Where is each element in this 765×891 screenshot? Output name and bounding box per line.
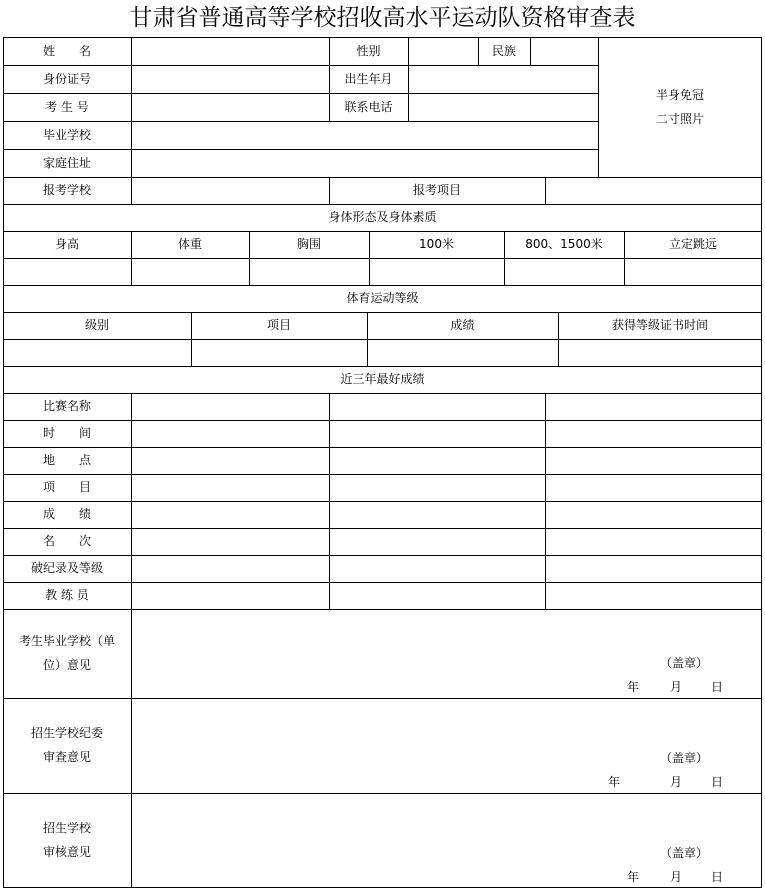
birth-date-field[interactable]	[409, 66, 597, 93]
header-height: 身高	[54, 237, 79, 251]
result-cell[interactable]	[330, 475, 545, 501]
apply-item-field[interactable]	[546, 178, 761, 204]
result-cell[interactable]	[546, 475, 761, 501]
label-id-number: 身份证号	[42, 72, 91, 86]
gender-field[interactable]	[409, 38, 477, 65]
photo-caption-line1: 半身免冠	[655, 88, 704, 102]
header-chest: 胸围	[296, 237, 321, 251]
label-competition-name: 比赛名称	[42, 399, 91, 413]
100m-field[interactable]	[370, 259, 504, 285]
result-cell[interactable]	[330, 583, 545, 609]
result-cell[interactable]	[546, 583, 761, 609]
label-coach: 教 练 员	[45, 588, 89, 602]
phone-field[interactable]	[409, 94, 597, 121]
result-cell[interactable]	[330, 529, 545, 555]
opinion-review-label-line1: 招生学校	[42, 821, 91, 835]
result-cell[interactable]	[132, 394, 329, 420]
table-rule-horizontal	[3, 285, 762, 286]
photo-box[interactable]	[599, 38, 761, 177]
label-ethnicity: 民族	[491, 44, 516, 58]
review-form-table	[3, 37, 762, 888]
result-cell[interactable]	[330, 556, 545, 582]
graduate-school-field[interactable]	[132, 122, 597, 149]
date-month-label: 月	[670, 870, 683, 884]
table-rule-vertical	[761, 37, 762, 888]
exam-number-field[interactable]	[132, 94, 328, 121]
result-cell[interactable]	[132, 556, 329, 582]
table-rule-horizontal	[3, 204, 762, 205]
date-day-label: 日	[711, 775, 724, 789]
result-cell[interactable]	[546, 502, 761, 528]
800-1500m-field[interactable]	[505, 259, 624, 285]
label-rank: 名 次	[42, 534, 91, 548]
date-year-label: 年	[627, 680, 640, 694]
label-home-address: 家庭住址	[42, 156, 91, 170]
header-weight: 体重	[177, 237, 202, 251]
opinion-review-label-line2: 审核意见	[42, 845, 91, 859]
home-address-field[interactable]	[132, 150, 597, 177]
result-cell[interactable]	[132, 475, 329, 501]
header-certificate-date: 获得等级证书时间	[611, 318, 708, 332]
result-cell[interactable]	[132, 529, 329, 555]
date-day-label: 日	[711, 870, 724, 884]
seal-label: （盖章）	[660, 656, 709, 670]
date-month-label: 月	[670, 680, 683, 694]
label-location: 地 点	[42, 453, 91, 467]
standing-jump-field[interactable]	[625, 259, 761, 285]
header-800-1500m: 800、1500米	[525, 237, 603, 251]
label-graduate-school: 毕业学校	[42, 128, 91, 142]
header-level: 级别	[84, 318, 109, 332]
label-exam-number: 考 生 号	[45, 100, 89, 114]
table-rule-horizontal	[3, 312, 762, 313]
label-gender: 性别	[356, 44, 381, 58]
opinion-discipline-label-line2: 审查意见	[42, 750, 91, 764]
header-event: 项目	[266, 318, 291, 332]
best-results-section-title: 近三年最好成绩	[340, 372, 425, 386]
label-name: 姓 名	[42, 44, 91, 58]
id-number-field[interactable]	[132, 66, 328, 93]
result-cell[interactable]	[330, 421, 545, 447]
result-cell[interactable]	[546, 556, 761, 582]
header-result: 成绩	[450, 318, 475, 332]
result-cell[interactable]	[546, 529, 761, 555]
label-phone: 联系电话	[344, 100, 393, 114]
ethnicity-field[interactable]	[531, 38, 597, 65]
date-year-label: 年	[608, 775, 621, 789]
review-opinion-field[interactable]	[132, 794, 761, 887]
label-apply-school: 报考学校	[42, 183, 91, 197]
label-event: 项 目	[42, 480, 91, 494]
label-time: 时 间	[42, 426, 91, 440]
result-field[interactable]	[368, 340, 558, 366]
table-rule-horizontal	[3, 231, 762, 232]
result-cell[interactable]	[330, 394, 545, 420]
opinion-graduate-school-label-line2: 位）意见	[42, 658, 91, 672]
event-field[interactable]	[192, 340, 367, 366]
header-100m: 100米	[419, 237, 454, 251]
label-apply-item: 报考项目	[412, 183, 461, 197]
result-cell[interactable]	[546, 421, 761, 447]
result-cell[interactable]	[546, 394, 761, 420]
certificate-date-field[interactable]	[559, 340, 761, 366]
form-title: 甘肃省普通高等学校招收高水平运动队资格审查表	[129, 5, 636, 31]
result-cell[interactable]	[546, 448, 761, 474]
date-day-label: 日	[711, 680, 724, 694]
height-field[interactable]	[4, 259, 131, 285]
table-rule-horizontal	[3, 366, 762, 367]
seal-label: （盖章）	[660, 846, 709, 860]
opinion-discipline-label-line1: 招生学校纪委	[30, 726, 103, 740]
date-month-label: 月	[670, 775, 683, 789]
result-cell[interactable]	[132, 421, 329, 447]
label-record-level: 破纪录及等级	[30, 561, 103, 575]
name-field[interactable]	[132, 38, 328, 65]
result-cell[interactable]	[132, 448, 329, 474]
weight-field[interactable]	[132, 259, 249, 285]
result-cell[interactable]	[330, 502, 545, 528]
graduate-school-opinion-field[interactable]	[132, 610, 761, 698]
label-result: 成 绩	[42, 507, 91, 521]
seal-label: （盖章）	[660, 751, 709, 765]
opinion-graduate-school-label-line1: 考生毕业学校（单	[18, 634, 115, 648]
sport-level-section-title: 体育运动等级	[346, 291, 419, 305]
chest-field[interactable]	[250, 259, 369, 285]
header-standing-jump: 立定跳远	[668, 237, 717, 251]
result-cell[interactable]	[132, 583, 329, 609]
apply-school-field[interactable]	[132, 178, 328, 204]
table-rule-horizontal	[3, 887, 762, 888]
level-field[interactable]	[4, 340, 191, 366]
photo-caption-line2: 二寸照片	[655, 112, 704, 126]
result-cell[interactable]	[132, 502, 329, 528]
discipline-opinion-field[interactable]	[132, 699, 761, 793]
label-birth-date: 出生年月	[344, 72, 393, 86]
result-cell[interactable]	[330, 448, 545, 474]
date-year-label: 年	[627, 870, 640, 884]
physique-section-title: 身体形态及身体素质	[328, 210, 437, 224]
